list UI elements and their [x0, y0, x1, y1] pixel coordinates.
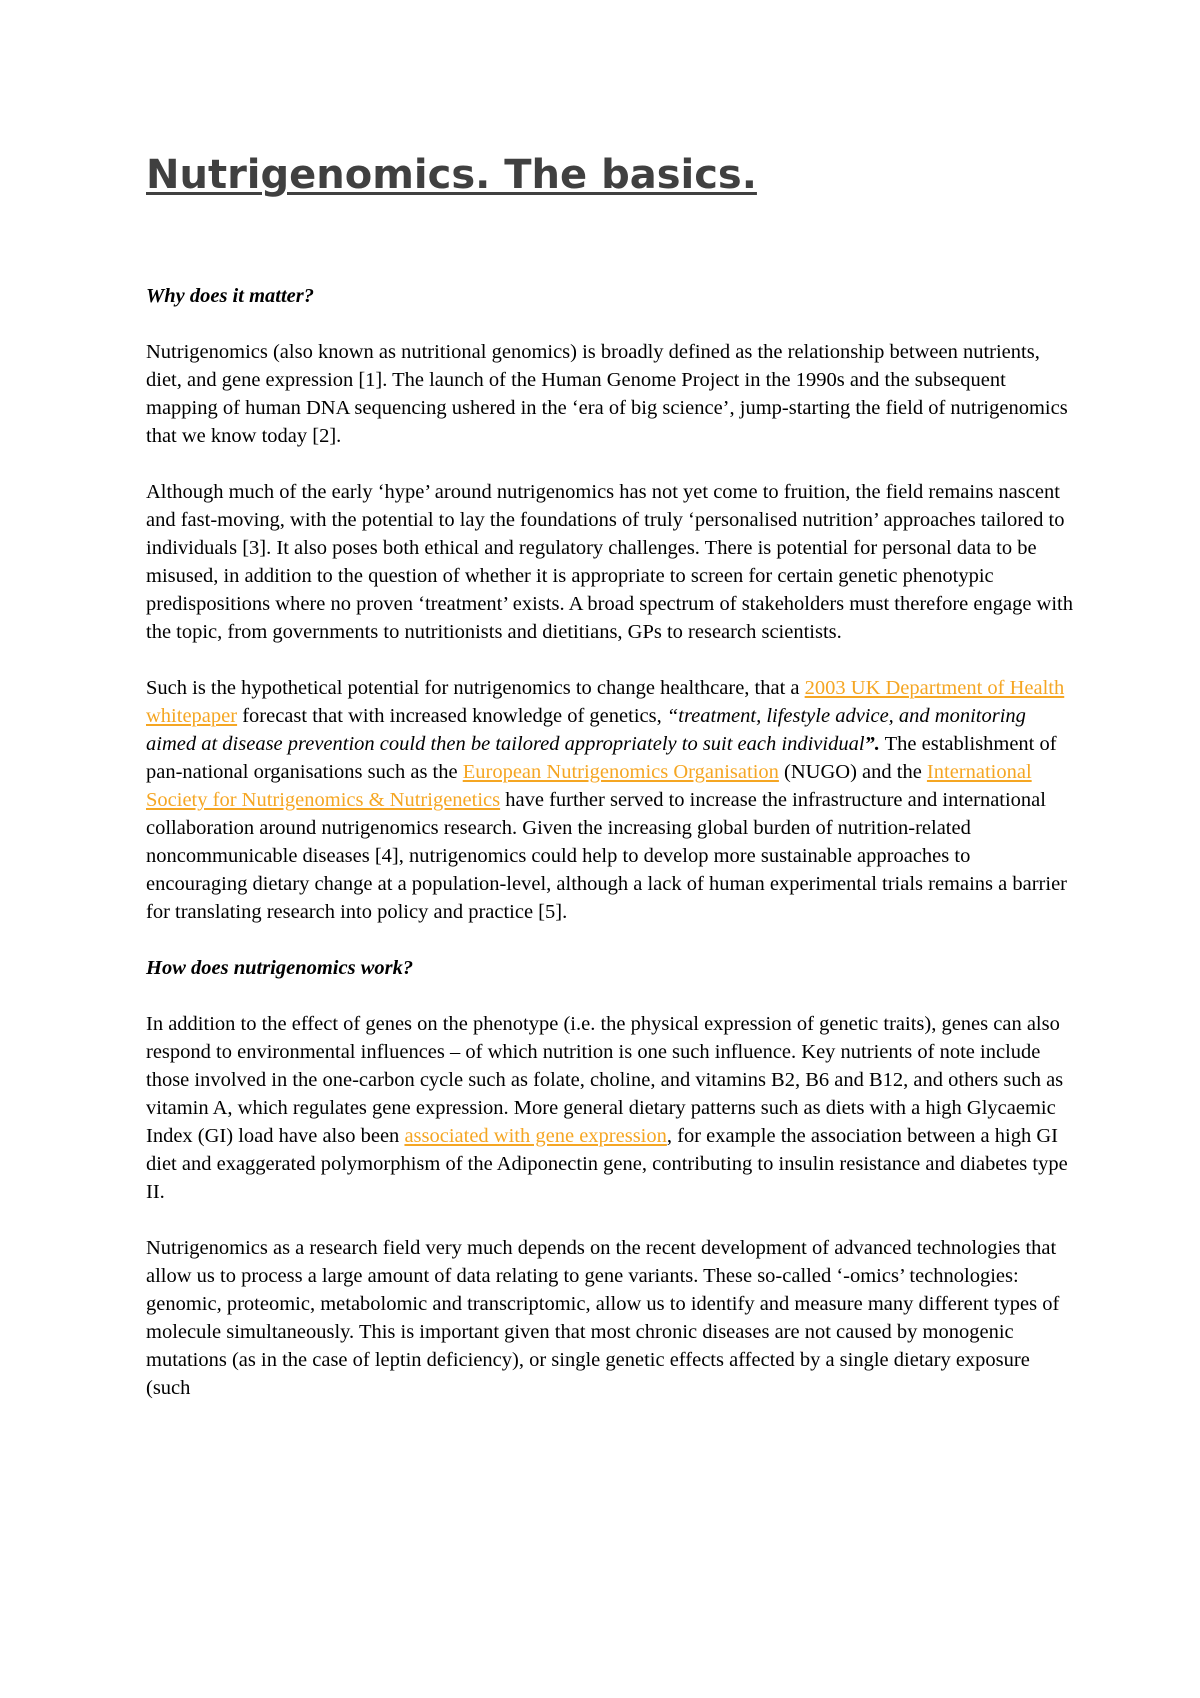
link-nugo[interactable]: European Nutrigenomics Organisation: [462, 761, 779, 783]
text-segment: The establishment of pan-national organisations such as the: [146, 733, 1057, 783]
link-doh-whitepaper[interactable]: 2003 UK Department of Health whitepaper: [146, 677, 1065, 727]
paragraph-definition: Nutrigenomics (also known as nutritional genomics) is broadly defined as the relationship between nutrients, diet, and gene expression [1]. The launch of the Human Genome Project in the 1990s and the subsequent mapping of human DNA sequencing ushered in the ‘era of big science’, jump-starting the field of nutrigenomics that we know today [2].: [146, 341, 1068, 447]
paragraph-mechanism: [146, 1010, 1076, 1206]
section-heading-why: Why does it matter?: [146, 285, 314, 307]
text-segment: , for example the association between a high GI diet and exaggerated polymorphism of the Adiponectin gene, contributing to insulin resistance and diabetes type II.: [146, 1125, 1068, 1203]
quote-doh: “treatment, lifestyle advice, and monitoring aimed at disease prevention could then be tailored appropriately to suit each individual: [146, 705, 1026, 755]
paragraph-potential: [146, 674, 1076, 926]
link-gene-expression[interactable]: associated with gene expression: [404, 1125, 667, 1147]
document-body: [146, 282, 1076, 1430]
paragraph-hype: Although much of the early ‘hype’ around nutrigenomics has not yet come to fruition, the field remains nascent and fast-moving, with the potential to lay the foundations of truly ‘personalised nutrition’ approaches tailored to individuals [3]. It also poses both ethical and regulatory challenges. There is potential for personal data to be misused, in addition to the question of whether it is appropriate to screen for certain genetic phenotypic predispositions where no proven ‘treatment’ exists. A broad spectrum of stakeholders must therefore engage with the topic, from governments to nutritionists and dietitians, GPs to research scientists.: [146, 481, 1073, 643]
paragraph-omics: Nutrigenomics as a research field very much depends on the recent development of advanced technologies that allow us to process a large amount of data relating to gene variants. These so-called ‘-omics’ technologies: genomic, proteomic, metabolomic and transcriptomic, allow us to identify and measure many different types of molecule simultaneously. This is important given that most chronic diseases are not caused by monogenic mutations (as in the case of leptin deficiency), or single genetic effects affected by a single dietary exposure (such: [146, 1237, 1060, 1399]
text-segment: Such is the hypothetical potential for nutrigenomics to change healthcare, that a: [146, 677, 805, 699]
text-segment: In addition to the effect of genes on the phenotype (i.e. the physical expression of genetic traits), genes can also respond to environmental influences – of which nutrition is one such influence. Key nutrients of note include those involved in the one-carbon cycle such as folate, choline, and vitamins B2, B6 and B12, and others such as vitamin A, which regulates gene expression. More general dietary patterns such as diets with a high Glycaemic Index (GI) load have also been: [146, 1013, 1064, 1147]
section-heading-how: How does nutrigenomics work?: [146, 957, 414, 979]
text-segment: (NUGO) and the: [778, 761, 927, 783]
link-isnn[interactable]: International Society for Nutrigenomics & Nutrigenetics: [146, 761, 1032, 811]
quote-end: ”.: [864, 733, 880, 755]
text-segment: have further served to increase the infrastructure and international collaboration around nutrigenomics research. Given the increasing global burden of nutrition-related noncommunicable diseases [4], nutrigenomics could help to develop more sustainable approaches to encouraging dietary change at a population-level, although a lack of human experimental trials remains a barrier for translating research into policy and practice [5].: [146, 789, 1067, 923]
page-title: Nutrigenomics. The basics.: [146, 152, 757, 198]
text-segment: forecast that with increased knowledge of genetics,: [237, 705, 667, 727]
